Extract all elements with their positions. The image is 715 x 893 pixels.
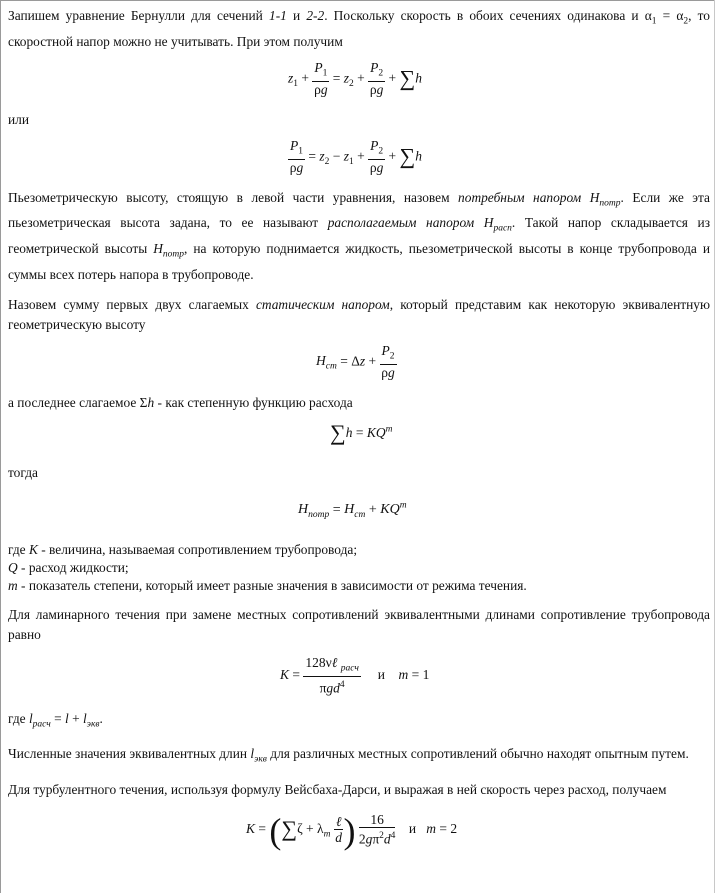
equation-static-head: $H_{ст} = \Delta z$ + $\frac{P_2}{\rho g}$ bbox=[316, 342, 395, 381]
paragraph-laminar: Для ламинарного течения при замене местных сопротивлений эквивалентными длинами сопротивление трубопровода равно bbox=[8, 606, 710, 642]
definition-q: Q - расход жидкости; bbox=[8, 559, 129, 575]
document-body bbox=[8, 6, 710, 868]
equation-required-head: $H_{потр} = H_{ст} + KQ^m$ bbox=[298, 500, 407, 521]
equation-sum-losses: $\sum h = KQ^m$ bbox=[330, 419, 393, 445]
paragraph-then: тогда bbox=[8, 464, 38, 480]
paragraph-static-head: Назовем сумму первых двух слагаемых статическим напором, который представим как некоторую эквивалентную геометрическую высоту bbox=[8, 296, 710, 332]
frame-left-border bbox=[0, 0, 1, 893]
equation-bernoulli: $z_1$ + $\frac{P_1}{\rho g}$ = $z_2$ + $\frac{P_2}{\rho g}$ + ∑h bbox=[288, 59, 422, 98]
equation-laminar-resistance: K = $\frac{128\nu\ell _{расч}}{\pi gd^4}$ и m = 1 bbox=[280, 654, 430, 696]
paragraph-equivalent-lengths: Численные значения эквивалентных длин $l_{экв}$ для различных местных сопротивлений обычно находят опытным путем. bbox=[8, 746, 689, 766]
paragraph-last-term: а последнее слагаемое Σh - как степенную функцию расхода bbox=[8, 394, 353, 410]
paragraph-or: или bbox=[8, 111, 30, 127]
paragraph-turbulent: Для турбулентного течения, используя формулу Вейсбаха-Дарси, и выражая в ней скорость через расход, получаем bbox=[8, 782, 667, 798]
equation-piezometric: $\frac{P_1}{\rho g}$ = $z_2 - z_1$ + $\frac{P_2}{\rho g}$ + ∑h bbox=[289, 137, 422, 176]
paragraph-bernoulli-intro: Запишем уравнение Бернулли для сечений 1-1 и 2-2. Поскольку скорость в обоих сечениях одинакова и $\alpha_1 = \alpha_2$, то скоростной напор можно не учитывать. При этом получим bbox=[8, 8, 710, 49]
paragraph-calc-length: где $l_{расч} = l + l_{экв}$. bbox=[8, 710, 103, 730]
equation-turbulent-resistance: $K = (\sum\zeta + \lambda_т$ $\frac{\text{ℓ}}{d}$ ) $\frac{16}{2g\pi^2d^4}$ и m = 2 bbox=[246, 810, 458, 851]
definition-m: m - показатель степени, который имеет разные значения в зависимости от режима течения. bbox=[8, 577, 527, 593]
definition-k: где K - величина, называемая сопротивлением трубопровода; bbox=[8, 541, 358, 557]
frame-top-border bbox=[0, 0, 715, 1]
paragraph-required-head: Пьезометрическую высоту, стоящую в левой части уравнения, назовем потребным напором $H_{потр}$. Если же эта пьезометрическая высота задана, то ее называют располагаемым напором $H_{расп}$. Такой напор складывается из геометрической высоты $H_{потр}$, на которую поднимается жидкость, пьезометрической высоты в конце трубопровода и суммы всех потерь напора в трубопроводе. bbox=[8, 189, 710, 282]
